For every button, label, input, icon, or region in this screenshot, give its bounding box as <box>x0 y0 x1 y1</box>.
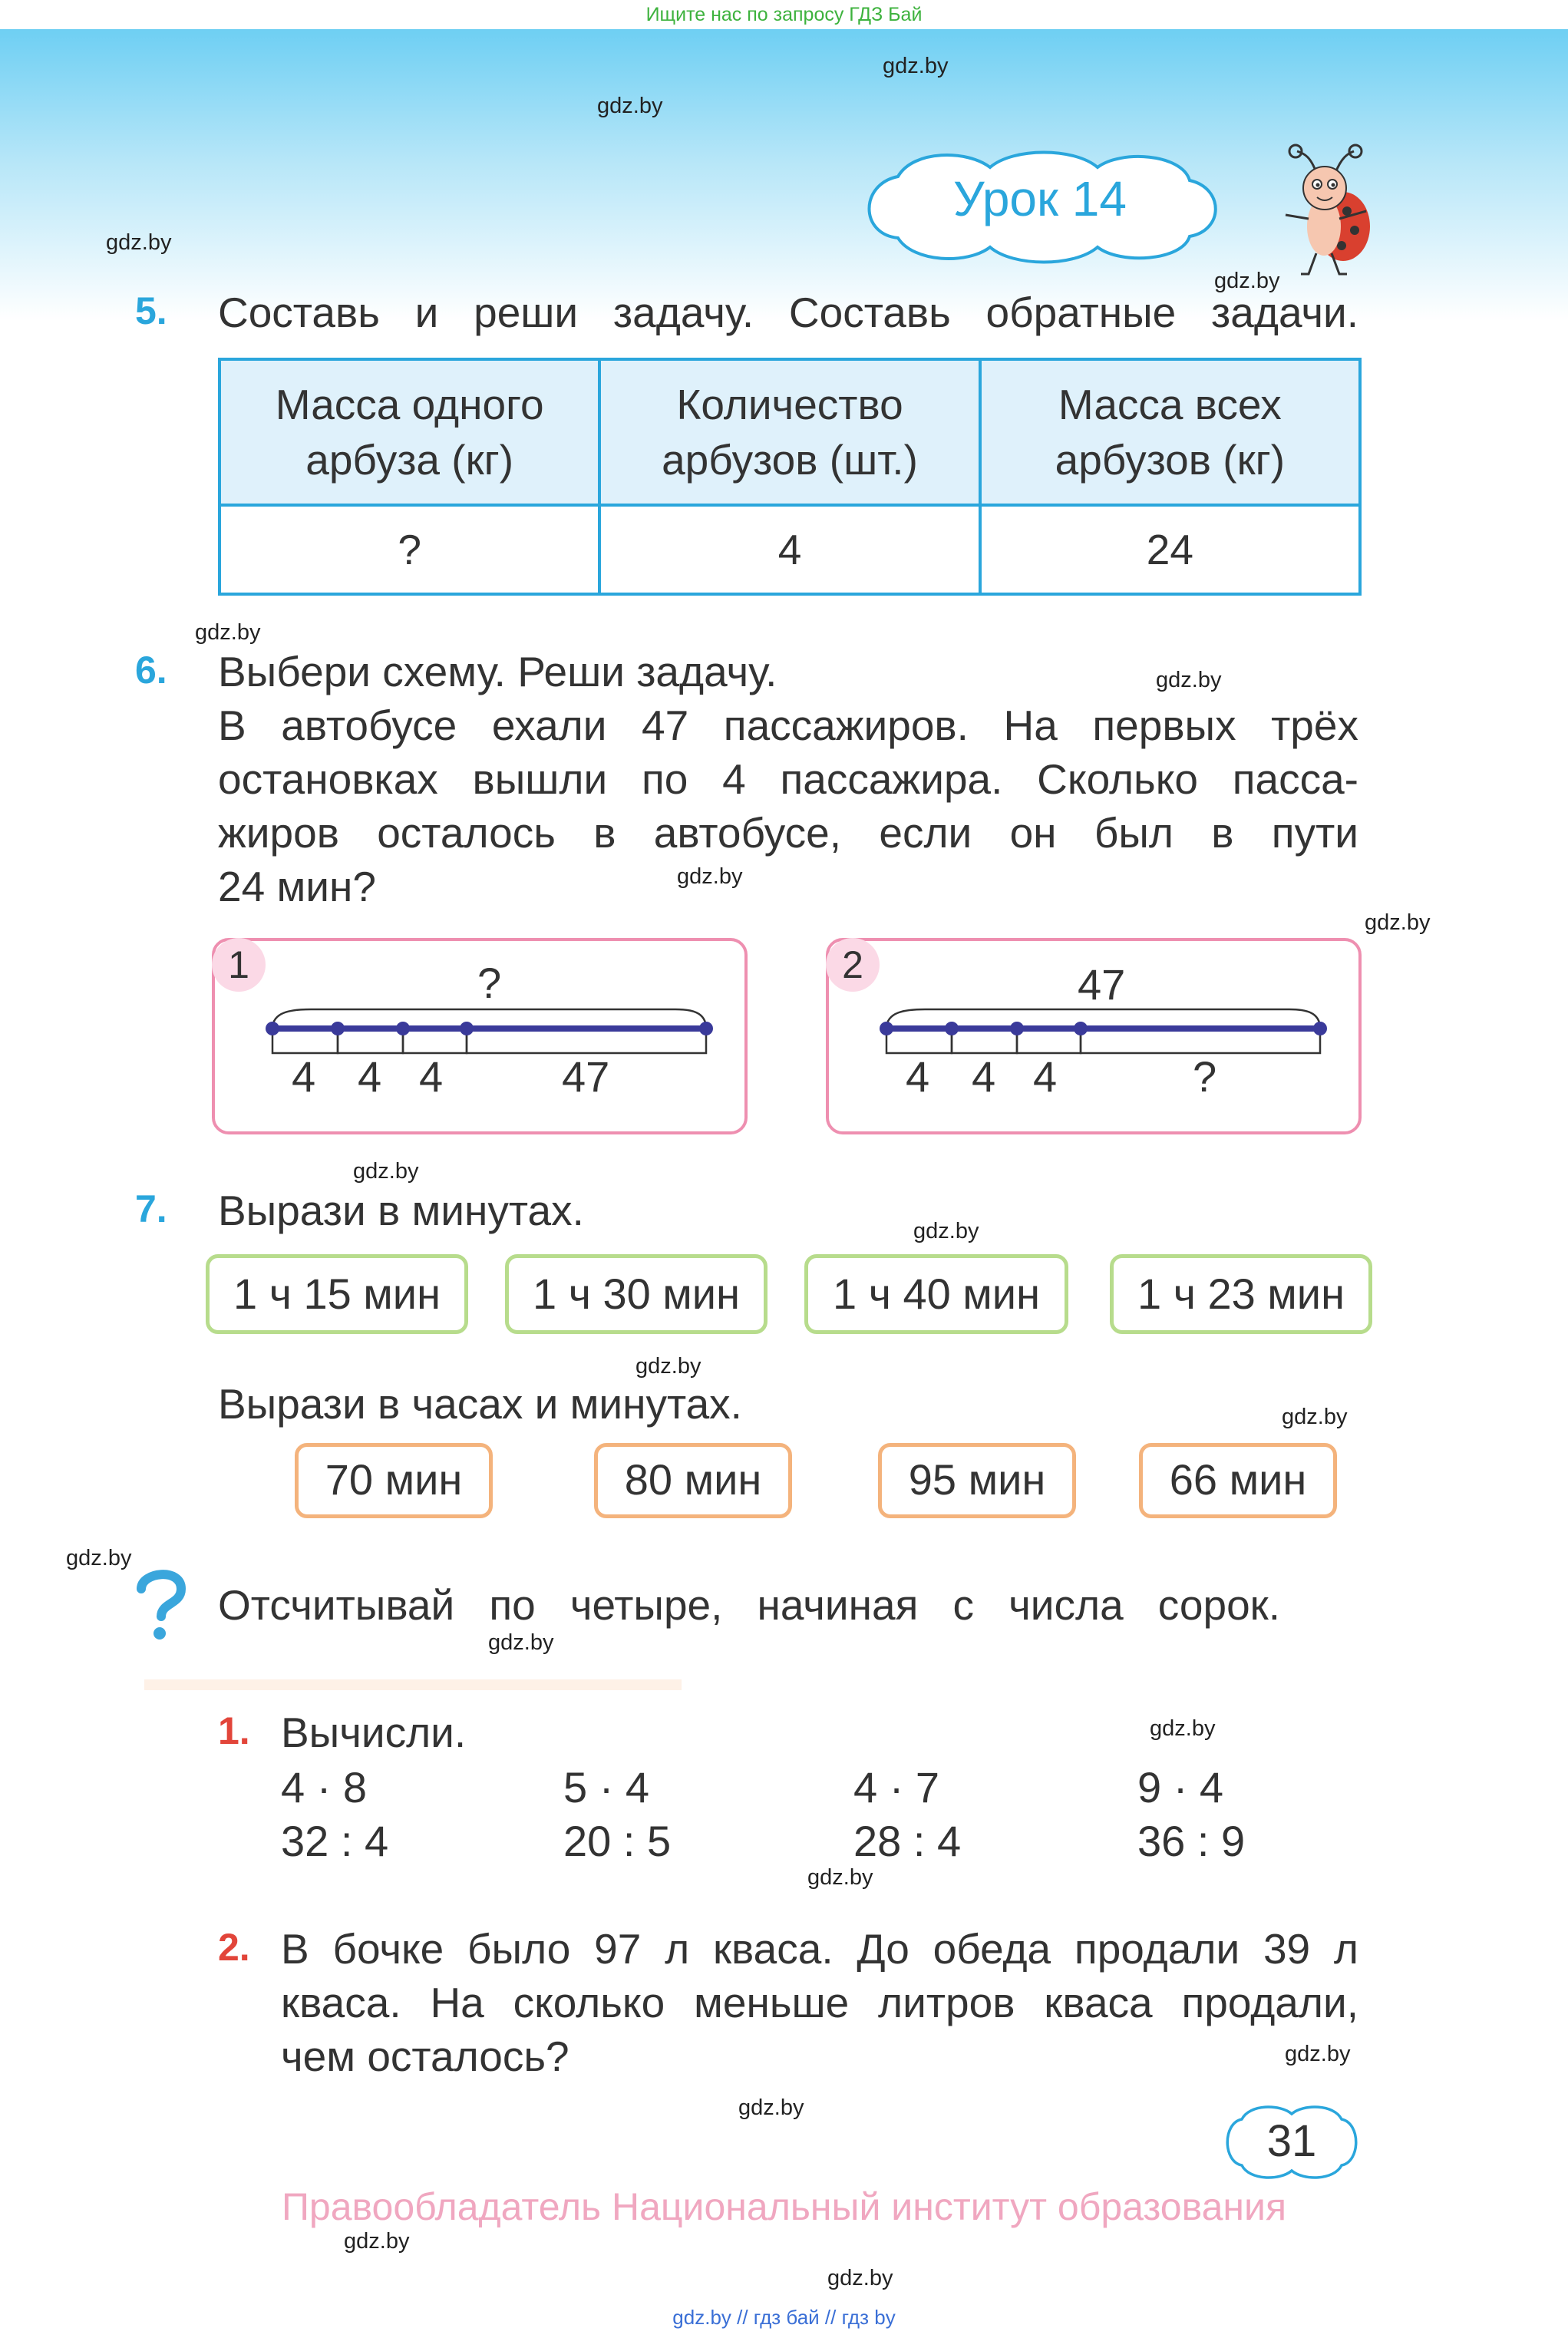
bottom-links[interactable]: gdz.by // гдз бай // гдз by <box>672 2306 896 2329</box>
watermark: gdz.by <box>1285 2042 1351 2066</box>
task-title: Выбери схему. Реши задачу. <box>218 648 777 695</box>
table-header-cell: Масса одного арбуза (кг) <box>220 359 599 505</box>
watermark: gdz.by <box>677 864 743 889</box>
task-line: жиров осталось в автобусе, если он был в пути <box>218 809 1358 857</box>
watermark: gdz.by <box>1365 910 1431 935</box>
hours-item[interactable]: 70 мин <box>295 1443 493 1518</box>
watermark: gdz.by <box>344 2229 410 2254</box>
segment-rest-label: 47 <box>562 1052 610 1101</box>
watermark: gdz.by <box>913 1219 979 1243</box>
segment-rest-label: ? <box>1193 1052 1217 1101</box>
watermark: gdz.by <box>195 620 261 645</box>
puzzle-text: Отсчитывай по четыре, начиная с числа сорок. <box>218 1581 1280 1629</box>
segment-label: 4 <box>419 1052 444 1101</box>
scheme-2-diagram <box>875 998 1335 1059</box>
table-cell: 4 <box>599 505 979 594</box>
expression: 4 · 8 <box>281 1763 368 1811</box>
table-header-cell: Масса всех арбузов (кг) <box>980 359 1360 505</box>
minutes-item[interactable]: 1 ч 15 мин <box>206 1254 468 1334</box>
task-line: остановках вышли по 4 пассажира. Сколько пасса- <box>218 755 1358 803</box>
task-line: кваса. На сколько меньше литров кваса продали, <box>281 1979 1358 2026</box>
table-cell: 24 <box>980 505 1360 594</box>
task-title: Вырази в минутах. <box>218 1187 584 1234</box>
segment-label: 4 <box>292 1052 316 1101</box>
data-table <box>218 358 1362 596</box>
task-line: В бочке было 97 л кваса. До обеда продали 39 л <box>281 1925 1358 1973</box>
task-number: 2. <box>218 1926 250 1969</box>
hours-item[interactable]: 66 мин <box>1139 1443 1337 1518</box>
watermark: gdz.by <box>66 1546 132 1570</box>
watermark: gdz.by <box>883 54 949 78</box>
segment-label: 4 <box>358 1052 382 1101</box>
task-subtitle: Вырази в часах и минутах. <box>218 1380 742 1428</box>
scheme-top-label: 47 <box>1078 960 1126 1009</box>
watermark: gdz.by <box>1214 269 1280 293</box>
task-number: 7. <box>135 1187 167 1230</box>
segment-label: 4 <box>1033 1052 1058 1101</box>
watermark: gdz.by <box>1150 1716 1216 1741</box>
watermark: gdz.by <box>1156 668 1222 692</box>
watermark: gdz.by <box>1282 1405 1348 1429</box>
task-line: 24 мин? <box>218 863 376 910</box>
task-line: В автобусе ехали 47 пассажиров. На первых трёх <box>218 702 1358 749</box>
expression: 9 · 4 <box>1137 1763 1224 1811</box>
watermark: gdz.by <box>353 1159 419 1184</box>
task-number: 1. <box>218 1709 250 1752</box>
watermark: gdz.by <box>488 1630 554 1655</box>
expression: 28 : 4 <box>853 1817 962 1865</box>
expression: 4 · 7 <box>853 1763 940 1811</box>
expression: 5 · 4 <box>563 1763 650 1811</box>
watermark: gdz.by <box>827 2266 893 2290</box>
task-title: Вычисли. <box>281 1709 467 1756</box>
search-note: Ищите нас по запросу ГДЗ Бай <box>645 4 923 25</box>
scheme-number: 1 <box>212 938 266 992</box>
copyright-footer: Правообладатель Национальный институт образования <box>281 2185 1287 2228</box>
watermark: gdz.by <box>635 1354 701 1379</box>
minutes-item[interactable]: 1 ч 40 мин <box>804 1254 1068 1334</box>
ladybug-mascot <box>1274 142 1374 280</box>
segment-label: 4 <box>906 1052 930 1101</box>
question-mark-icon <box>130 1566 192 1643</box>
scheme-number: 2 <box>826 938 880 992</box>
task-number: 6. <box>135 649 167 692</box>
watermark: gdz.by <box>597 94 663 118</box>
expression: 36 : 9 <box>1137 1817 1246 1865</box>
task-text: Составь и реши задачу. Составь обратные задачи. <box>218 289 1358 336</box>
task-line: чем осталось? <box>281 2033 569 2080</box>
expression: 20 : 5 <box>563 1817 672 1865</box>
scheme-top-label: ? <box>477 959 502 1007</box>
segment-label: 4 <box>972 1052 996 1101</box>
watermark: gdz.by <box>106 230 172 255</box>
hours-item[interactable]: 80 мин <box>594 1443 792 1518</box>
page-number: 31 <box>1266 2116 1317 2166</box>
scheme-1-diagram <box>261 998 721 1059</box>
watermark: gdz.by <box>738 2095 804 2120</box>
minutes-item[interactable]: 1 ч 30 мин <box>505 1254 767 1334</box>
expression: 32 : 4 <box>281 1817 389 1865</box>
table-cell: ? <box>220 505 599 594</box>
lesson-title: Урок 14 <box>953 171 1127 226</box>
hours-item[interactable]: 95 мин <box>878 1443 1076 1518</box>
watermark: gdz.by <box>807 1865 873 1890</box>
table-header-cell: Количество арбузов (шт.) <box>599 359 979 505</box>
task-number: 5. <box>135 289 167 332</box>
minutes-item[interactable]: 1 ч 23 мин <box>1110 1254 1372 1334</box>
